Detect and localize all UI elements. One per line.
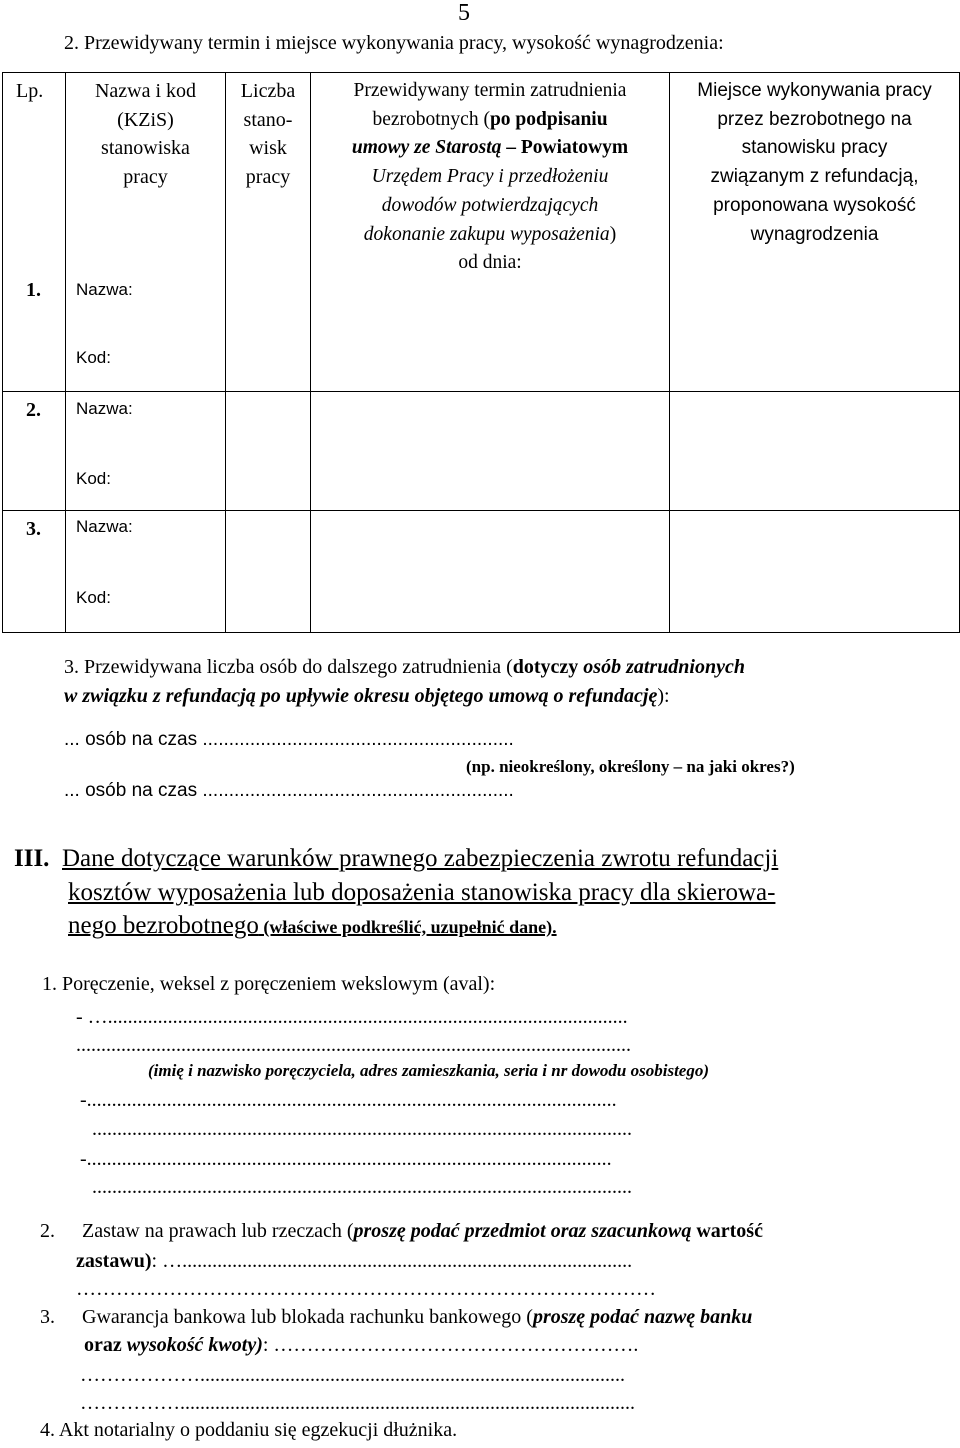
item-1-label: 1. Poręczenie, weksel z poręczeniem wekslowym (aval):: [42, 973, 496, 995]
item-1-line-5: -.........................................................................................................: [80, 1148, 612, 1170]
item-2-line-2: ……………………………………………………………………………: [76, 1278, 656, 1300]
item-2-number: 2.: [40, 1220, 55, 1242]
item-1-line-2: ...............................................................................................................: [76, 1034, 631, 1056]
item-4-label: 4. Akt notarialny o poddaniu się egzekucji dłużnika.: [40, 1419, 458, 1441]
row-name-label: Nazwa:: [76, 280, 133, 299]
item-1-line-4: ............................................................................................................: [92, 1118, 632, 1140]
row-number: 3.: [26, 518, 41, 540]
section-2-title: 2. Przewidywany termin i miejsce wykonywania pracy, wysokość wynagrodzenia:: [64, 32, 724, 54]
header-lp: Lp.: [16, 80, 44, 102]
section-iii-number: III.: [14, 845, 50, 872]
section-iii-title-3: nego bezrobotnego (właściwe podkreślić, uzupełnić dane).: [68, 912, 557, 939]
period-hint: (np. nieokreślony, określony – na jaki okres?): [466, 757, 795, 776]
item-1-line-3: -..........................................................................................................: [80, 1089, 617, 1111]
item-3-text-2: oraz wysokość kwoty): ……………………………………………….: [84, 1334, 639, 1356]
persons-fill-2: ... osób na czas ...........................................................: [64, 780, 514, 801]
header-count: Liczba stano- wisk pracy: [240, 80, 296, 189]
header-place: Miejsce wykonywania pracy przez bezrobotnego na stanowisku pracy związanym z refundacją, proponowana wysokość wynagrodzenia: [697, 80, 932, 245]
header-name-code: Nazwa i kod (KZiS) stanowiska pracy: [94, 80, 197, 189]
section-iii-title-1: Dane dotyczące warunków prawnego zabezpieczenia zwrotu refundacji: [62, 845, 779, 872]
row-name-label: Nazwa:: [76, 517, 133, 536]
item-2-text-1: Zastaw na prawach lub rzeczach (proszę podać przedmiot oraz szacunkową wartość: [82, 1220, 763, 1242]
row-code-label: Kod:: [76, 588, 111, 607]
page-number: 5: [458, 0, 470, 26]
persons-fill-1: ... osób na czas ...........................................................: [64, 729, 514, 750]
row-code-label: Kod:: [76, 348, 111, 367]
item-1-line-1: - …........................................................................................................: [76, 1006, 628, 1028]
row-name-label: Nazwa:: [76, 399, 133, 418]
item-2-text-2: zastawu): …..........................................................................................: [76, 1250, 633, 1272]
row-number: 1.: [26, 279, 41, 301]
row-code-label: Kod:: [76, 469, 111, 488]
section-3-line-1: 3. Przewidywana liczba osób do dalszego zatrudnienia (dotyczy osób zatrudnionych: [64, 656, 745, 678]
item-3-line-3: ……………...........................................................................................: [80, 1392, 635, 1414]
row-number: 2.: [26, 399, 41, 421]
header-term: Przewidywany termin zatrudnienia bezrobotnych (po podpisaniu umowy ze Starostą – Powiatowym Urzędem Pracy i przedłożeniu dowodów potwierdzających dokonanie zakupu wyposażenia) od dnia:: [351, 80, 629, 274]
item-1-hint: (imię i nazwisko poręczyciela, adres zamieszkania, seria i nr dowodu osobistego): [148, 1061, 710, 1080]
item-3-number: 3.: [40, 1306, 55, 1328]
section-iii-title-2: kosztów wyposażenia lub doposażenia stanowiska pracy dla skierowa-: [68, 879, 776, 906]
item-1-line-6: ............................................................................................................: [92, 1176, 632, 1198]
item-3-text-1: Gwarancja bankowa lub blokada rachunku bankowego (proszę podać nazwę banku: [82, 1306, 753, 1328]
section-3-line-2: w związku z refundacją po upływie okresu objętego umową o refundację):: [64, 685, 670, 707]
item-3-line-2: ……………….....................................................................................: [80, 1364, 625, 1386]
